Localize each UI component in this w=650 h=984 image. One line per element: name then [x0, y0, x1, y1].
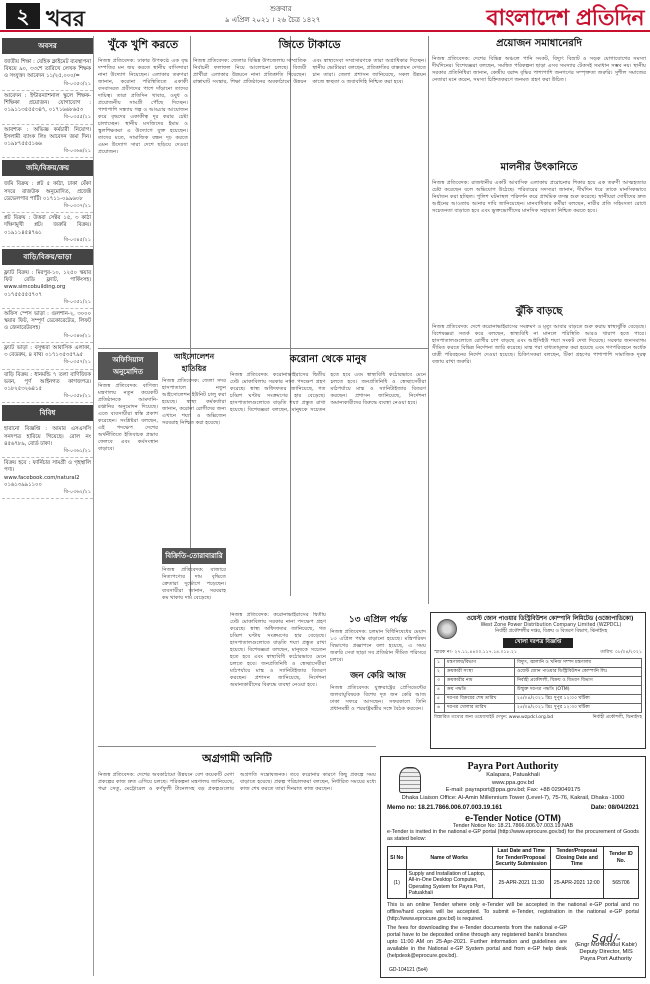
publication-day: শুক্রবার — [270, 5, 292, 13]
classified-ad-ref: বি-০৩৫১/২১ — [63, 298, 91, 305]
classified-ad-ref: বি-০৩৫৩/২১ — [63, 80, 91, 87]
classified-section-title: বিবিধ — [2, 405, 93, 421]
classified-ad-ref: বি-০৩৬২/২১ — [63, 488, 91, 495]
story-title: খুঁকে খুশি করতে — [107, 38, 179, 51]
tender-memo-line — [387, 804, 639, 811]
story-body: নিজস্ব প্রতিবেদক: রাজধানীর একটি আবাসিক এলাকায় প্ররোচনার শিকার হয়ে এক তরুণী আত্মহত্যার চেষ্টা করেছেন বলে অভিযোগ উঠেছে। পরিবারের সদস্যরা জানান, দীর্ঘদিন ধরে তাকে মানসিকভাবে নির্যাতন করা হচ্ছিল। পুলিশ ঘটনাস্থল পরিদর্শন করে প্রাথমিক তদন্ত শুরু করেছে। স্থানীয়রা দোষীদের দ্রুত আইনের আওতায় আনার দাবি জানিয়েছেন। মানবাধিকার কর্মীরা বলছেন, নারীর প্রতি সহিংসতা রোধে সচেতনতা বাড়াতে হবে এবং ভুক্তভোগীদের মানসিক সহায়তা নিশ্চিত করতে হবে। — [432, 180, 646, 214]
table-cell: ক্রয়কারী সংস্থা — [445, 668, 515, 677]
classified-ad-text: প্লট বিক্রয় : উত্তরা সেক্টর ১৫, ৩ কাঠা দক্ষিণমুখী প্লট। জরুরি বিক্রয়। ০১৯১১৪৫৪৭৬১ — [4, 215, 91, 236]
tender-date: Date: 08/04/2021 — [590, 804, 639, 811]
tender-signatory: নির্বাহী প্রকৌশলী, ঝিনাইদহ — [592, 715, 642, 720]
table-cell: ১ — [435, 659, 445, 668]
payra-port-logo-icon — [399, 767, 421, 793]
logo-text: বাংলাদেশ প্রতিদিন — [486, 5, 644, 31]
tender-notice-title: e-Tender Notice (OTM) — [465, 813, 561, 823]
classified-ad — [2, 268, 93, 309]
story-korona-cont — [230, 612, 326, 744]
story-korona — [230, 352, 426, 608]
tender-date: তারিখ: ০৮/০৪/২০২১ — [600, 650, 642, 655]
table-cell: ৫ — [435, 695, 445, 704]
classified-ad-ref: বি-০৩৬১/২১ — [63, 447, 91, 454]
story-center — [432, 36, 646, 156]
story-title: আইসোলেশন হাতিয়ির — [173, 352, 215, 373]
table-cell: 25-APR-2021 12:00 — [550, 869, 603, 898]
tender-org-name: Payra Port Authority — [467, 761, 559, 772]
column-divider — [428, 36, 429, 604]
tender-signature-block — [575, 932, 637, 963]
table-cell: নির্বাহী প্রকৌশলী, বিক্রয় ও বিতরণ বিভাগ — [515, 677, 642, 686]
table-cell: ২৫/০৪/২০২১ খ্রিঃ দুপুর ১২:০০ ঘটিকা — [515, 695, 642, 704]
table-cell: বিদ্যুৎ, জ্বালানি ও খনিজ সম্পদ মন্ত্রণালয় — [515, 659, 642, 668]
classified-ad-text: ফ্ল্যাট বিক্রয় : মিরপুর-১০, ১২৫০ স্কয়ার ফিট রেডি ফ্ল্যাট, পার্কিংসহ। www.simcobuilding.org ০১৭৫৫৫৫৫৭০৭ — [4, 270, 91, 298]
table-row — [435, 704, 642, 713]
table-cell: 565706 — [604, 869, 639, 898]
classified-ad-ref: বি-০৩৫৭/২১ — [63, 359, 91, 366]
story-jhuki — [432, 304, 646, 608]
tender-table — [434, 658, 642, 713]
story-title: অফিসিয়াল অনুমোদিত — [98, 352, 158, 380]
table-row — [435, 668, 642, 677]
table-row — [435, 677, 642, 686]
story-title: অগ্রগামী অনিটি — [202, 752, 272, 765]
tender-office: নির্বাহী প্রকৌশলীর দপ্তর, বিক্রয় ও বিতরণ বিভাগ, ঝিনাইদহ — [494, 629, 608, 634]
publication-date: ৯ এপ্রিল ২০২১ । ২৬ চৈত্র ১৪২৭ — [225, 16, 321, 24]
payra-port-tender-notice — [380, 756, 646, 978]
table-cell: মন্ত্রণালয়/বিভাগ — [445, 659, 515, 668]
wzpdcl-tender-notice — [430, 612, 646, 749]
story-april — [330, 612, 426, 664]
story-ogrogami — [98, 750, 376, 978]
story-health — [162, 352, 226, 542]
table-cell: Supply and Installation of Laptop, All-in-One Desktop Computer, Operating System for Payra Port, Patuakhali — [406, 869, 492, 898]
classified-ad-ref: বি-০৩৪৫/২১ — [63, 236, 91, 243]
story-jon-kerry — [330, 668, 426, 744]
classified-ad — [2, 91, 93, 125]
tender-footer — [434, 715, 642, 721]
classified-ad — [2, 309, 93, 343]
story-body: নিজস্ব প্রতিবেদক: বাণিজ্য মন্ত্রণালয় নতুন কয়েকটি প্রতিষ্ঠানকে আমদানি-রপ্তানির অনুমোদন দিয়েছে। এতে ব্যবসায়ীরা স্বস্তি প্রকাশ করেছেন। সংশ্লিষ্টরা বলছেন, এই পদক্ষেপ দেশের অর্থনীতিতে ইতিবাচক প্রভাব ফেলবে এবং কর্মসংস্থান বাড়াবে। — [98, 383, 158, 452]
classified-ad — [2, 57, 93, 91]
story-title: জিতে টাকাডে — [278, 38, 341, 51]
classified-section-title: বাড়ি/বিক্রয়/ভাড়া — [2, 249, 93, 265]
classified-ad — [2, 458, 93, 499]
classified-ad — [2, 213, 93, 247]
tender-website: www.ppa.gov.bd — [491, 779, 535, 786]
table-cell: দরপত্র খোলার তারিখ — [445, 704, 515, 713]
classified-ad-text: আবশ্যক : অভিজ্ঞ কর্মচারী নিয়োগ। ইসলামী ব্যাংক লিঃ আবেদন জমা দিন। ০১৯৮৭৫৫৫১৬৬ — [4, 126, 91, 148]
table-cell: (1) — [388, 869, 407, 898]
signature: Sgd/- — [591, 932, 621, 945]
table-cell: ক্রয়কারীর নাম — [445, 677, 515, 686]
table-row — [388, 869, 639, 898]
tender-heading: খোলা দরপত্র বিজ্ঞপ্তি — [503, 638, 573, 648]
classified-section-title: জমি/বিক্রয়/ক্রয় — [2, 160, 93, 176]
tender-memo: Memo no: 18.21.7866.006.07.003.19.161 — [387, 804, 503, 811]
classified-ad-text: অফিস স্পেস ভাড়া : গুলশান-২, ৩০০০ স্কয়ার ফিট, সম্পূর্ণ ডেকোরেটেড, লিফট ও জেনারেটরসহ। — [4, 311, 91, 332]
section-divider — [98, 348, 428, 349]
table-header: Name of Works — [406, 847, 492, 870]
classified-ad-ref: বি-০৩৩৭/২১ — [63, 203, 91, 210]
table-cell: ৩ — [435, 677, 445, 686]
tender-org-name-en: West Zone Power Distribution Company Limited (WZPDCL) — [480, 623, 622, 628]
classified-ad-ref: বি-০৩৪৬/২১ — [63, 332, 91, 339]
classified-ad — [2, 125, 93, 159]
table-row — [435, 659, 642, 668]
table-header: Sl No — [388, 847, 407, 870]
table-cell: দরপত্র বিক্রয়ের শেষ তারিখ — [445, 695, 515, 704]
story-malnir — [432, 160, 646, 300]
story-title: জন কেরি আজ — [350, 671, 406, 681]
story-title: প্রয়োজন সমাধানেরদি — [496, 38, 582, 49]
tender-paragraph-1: This is an online Tender where only e-Tender will be accepted in the national e-GP portal and no offline/hard copies will be accepted. To submit e-Tender, registration in the national e-GP portal (http://www.eprocure.gov.bd) is required. — [387, 901, 639, 922]
story-body: নিজস্ব প্রতিবেদক: যুক্তরাষ্ট্রের প্রেসিডেন্টের জলবায়ুবিষয়ক বিশেষ দূত জন কেরি আজ ঢাকা সফরে আসছেন। সফরকালে তিনি প্রধানমন্ত্রী ও পররাষ্ট্রমন্ত্রীর সঙ্গে বৈঠক করবেন। — [330, 685, 426, 712]
table-cell: ওয়েস্ট জোন পাওয়ার ডিস্ট্রিবিউশন কোম্পানি লিঃ — [515, 668, 642, 677]
classified-ad-ref: বি-০৩৫৫/২১ — [63, 114, 91, 121]
signatory-name: (Engr Md Sohidul Kabir) — [575, 942, 637, 948]
page-number: ২ — [6, 3, 40, 29]
story-title: মালনীর উৎকানিতে — [500, 162, 578, 173]
classified-column — [2, 36, 94, 976]
table-cell: ৬ — [435, 704, 445, 713]
story-body: নিজস্ব প্রতিবেদক: চলমান বিধিনিষেধের মেয়াদ ১৩ এপ্রিল পর্যন্ত বাড়ানো হয়েছে। মন্ত্রিপরিষদ বিভাগের প্রজ্ঞাপনে বলা হয়েছে, এ সময় জরুরি সেবা ছাড়া সব প্রতিষ্ঠান সীমিত পরিসরে চলবে। — [330, 629, 426, 663]
classified-ad-text: জাতীয় শিক্ষা : যেহিক ক্লাইমেট ব্যবস্থাপনা বিষয়ে ৯০, ৩৩শে তারিখে লেখক শিক্ষক ও সংযুক্ত। আবেদন ১১/২৫,০০০/= — [4, 59, 91, 80]
tender-intro: e-Tender is invited in the national e-GP portal (http://www.eprocure.gov.bd) for the procurement of Goods as stated below: — [387, 829, 639, 842]
signatory-org: Payra Port Authority — [580, 956, 632, 962]
story-body: নিজস্ব প্রতিবেদক: দেশের অবকাঠামো উন্নয়নে বেশ কয়েকটি মেগা প্রকল্পের কাজ দ্রুত এগিয়ে চলছে। পরিকল্পনা মন্ত্রণালয় জানিয়েছে, পদ্মা সেতু, মেট্রোরেল ও কর্ণফুলী টানেলসহ বড় প্রকল্পগুলোর অগ্রগতি সন্তোষজনক। তবে করোনার কারণে কিছু প্রকল্পে সময় বাড়াতে হয়েছে। প্রকল্প পরিচালকরা বলছেন, নির্ধারিত সময়ের মধ্যে কাজ শেষ করতে তারা দিনরাত কাজ করছেন। — [98, 772, 376, 792]
classified-ad-text: বাড়ি বিক্রয় : ধানমন্ডি ৭ তলা বাণিজ্যিক ভবন, পূর্ণ আইনগত কাগজপত্র। ০১৮২৫৩২৬৪১৫ — [4, 371, 91, 392]
table-cell: ক্রয় পদ্ধতি — [445, 686, 515, 695]
table-cell: ২ — [435, 668, 445, 677]
classified-ad-ref: বি-০৩৬৪/২১ — [63, 148, 91, 155]
story-body: নিজস্ব প্রতিবেদক: জেলা সদর হাসপাতালে নতুন আইসোলেশন ইউনিট চালু করা হয়েছে। স্বাস্থ্য কর্মকর্তারা জানান, করোনা রোগীদের জন্য এখানে শয্যা ও অক্সিজেন সরবরাহ নিশ্চিত করা হয়েছে। — [162, 378, 226, 426]
story-body: নিজস্ব প্রতিবেদক: করোনাভাইরাসের দ্বিতীয় ঢেউ মোকাবিলায় সরকার নানা পদক্ষেপ গ্রহণ করেছে। স্বাস্থ্য অধিদফতর জানিয়েছে, গত চব্বিশ ঘণ্টায় সংক্রমণের হার বেড়েছে। হাসপাতালগুলোতে বাড়তি শয্যা প্রস্তুত রাখা হয়েছে। বিশেষজ্ঞরা বলছেন, মানুষকে সচেতন হতে হবে এবং স্বাস্থ্যবিধি কঠোরভাবে মেনে চলতে হবে। জনপ্রতিনিধি ও স্বেচ্ছাসেবীরা মাঠপর্যায়ে মাস্ক ও স্যানিটাইজার বিতরণ করছেন। প্রশাসন জানিয়েছে, নির্দেশনা অমান্যকারীদের বিরুদ্ধে ব্যবস্থা নেওয়া হবে। — [230, 372, 426, 413]
classified-ad-ref: বি-০৩৫৮/২১ — [63, 393, 91, 400]
classified-ad — [2, 343, 93, 370]
table-row — [435, 695, 642, 704]
story-title: বিক্রিতি-তোরাবারারি — [162, 548, 226, 564]
table-header: Tender/Proposal Closing Date and Time — [550, 847, 603, 870]
tender-dhaka-office: Dhaka Liaison Office: Al-Amin Millennium Tower (Level-7), 75-76, Kakrail, Dhaka -1000 — [401, 794, 625, 801]
section-name: খবর — [46, 6, 85, 32]
story-title: ঝুঁকি বাড়ছে — [515, 306, 563, 317]
section-divider — [98, 746, 376, 747]
wzpdcl-emblem-icon — [437, 619, 457, 639]
classified-ad-text: হারানো বিজ্ঞপ্তি : আমার এসএসসি সনদপত্র হারিয়ে গিয়েছে। রোল নং ৪৫৬৭৮৯, বোর্ড ঢাকা। — [4, 426, 91, 447]
classified-ad — [2, 179, 93, 213]
story-body: নিজস্ব প্রতিবেদক: দেশে করোনাভাইরাসের সংক্রমণ ও মৃত্যু আবার বাড়তে শুরু করায় স্বাস্থ্যঝুঁকি বেড়েছে। বিশেষজ্ঞরা সতর্ক করে বলছেন, স্বাস্থ্যবিধি না মানলে পরিস্থিতি আরও খারাপ হতে পারে। হাসপাতালগুলোতে রোগীর চাপ বাড়ছে এবং আইসিইউ শয্যা সংকট দেখা দিয়েছে। সরকার জনসমাগম সীমিত করতে বিভিন্ন নির্দেশনা জারি করেছে। মাস্ক পরা বাধ্যতামূলক করা হয়েছে এবং গণপরিবহনে অর্ধেক যাত্রী পরিবহনের নির্দেশ দেওয়া হয়েছে। চিকিৎসকরা বলছেন, টিকা গ্রহণের পাশাপাশি সামাজিক দূরত্ব বজায় রাখা জরুরি। — [432, 324, 646, 365]
tender-email: E-mail: payraport@ppa.gov.bd; Fax: +88 029049175 — [445, 787, 581, 793]
table-cell: উন্মুক্ত দরপত্র পদ্ধতি (OTM) — [515, 686, 642, 695]
story-title: করোনা থেকে মানুষ — [289, 354, 367, 365]
table-header: Tender ID No. — [604, 847, 639, 870]
tender-place: Kalapara, Patuakhali — [486, 772, 540, 778]
table-row — [435, 686, 642, 695]
table-cell: 25-APR-2021 11:30 — [492, 869, 550, 898]
tender-meta — [434, 650, 642, 656]
story-jila — [193, 36, 426, 346]
story-ajab — [98, 36, 188, 346]
story-body: নিজস্ব প্রতিবেদক: দেশের বিভিন্ন অঞ্চলে পানি সংকট, বিদ্যুৎ বিভ্রাট ও সড়ক যোগাযোগের সমস্যা দীর্ঘদিনের। বিশেষজ্ঞরা বলছেন, সমন্বিত পরিকল্পনা ছাড়া এসব সমস্যার টেকসই সমাধান সম্ভব নয়। স্থানীয় সরকার প্রতিনিধিরা জানান, কেন্দ্রীয় বরাদ্দ বৃদ্ধির পাশাপাশি জনগণের সম্পৃক্ততা জরুরি। সুশীল সমাজের নেতারা মনে করেন, সমস্যা চিহ্নিতকরণে জনমত গ্রহণ করা উচিত। — [432, 56, 646, 83]
tender-notice-number: Tender Notice No: 18.21.7866.006.07.003.19.NAB — [452, 823, 574, 829]
tender-org-name: ওয়েস্ট জোন পাওয়ার ডিস্ট্রিবিউশন কোম্পানি লিমিটেড (ওজোপাডিকো) — [466, 616, 634, 622]
story-business — [98, 352, 158, 542]
classified-ad — [2, 424, 93, 458]
classified-ad-text: জমি বিক্রয় : প্লট ৫ কাঠা, ঢাকা বেঁকা সদরে রাজউক অনুমোদিত, প্রজেক্ট ডেভেলপার পার্টি। ০১৭১১-০৯৯৬০৮ — [4, 181, 91, 202]
table-header: Last Date and Time for Tender/Proposal Security Submission — [492, 847, 550, 870]
classified-section-title: অবসর — [2, 38, 93, 54]
story-body: নিজস্ব প্রতিবেদক: করোনাভাইরাসের দ্বিতীয় ঢেউ মোকাবিলায় সরকার নানা পদক্ষেপ গ্রহণ করেছে। স্বাস্থ্য অধিদফতর জানিয়েছে, গত চব্বিশ ঘণ্টায় সংক্রমণের হার বেড়েছে। হাসপাতালগুলোতে বাড়তি শয্যা প্রস্তুত রাখা হয়েছে। বিশেষজ্ঞরা বলছেন, মানুষকে সচেতন হতে হবে এবং স্বাস্থ্যবিধি কঠোরভাবে মেনে চলতে হবে। জনপ্রতিনিধি ও স্বেচ্ছাসেবীরা মাঠপর্যায়ে মাস্ক ও স্যানিটাইজার বিতরণ করছেন। প্রশাসন জানিয়েছে, নির্দেশনা অমান্যকারীদের বিরুদ্ধে ব্যবস্থা নেওয়া হবে। — [230, 612, 326, 688]
tender-memo: স্মারক নং- ২৭.১১.৪৪০০.১১৭.১৪.০১৮.২১ — [434, 650, 517, 655]
table-cell: ২৫/০৪/২০২১ খ্রিঃ দুপুর ১২:৩০ ঘটিকা — [515, 704, 642, 713]
classified-ad — [2, 370, 93, 404]
newspaper-logo — [486, 1, 644, 38]
story-body: নিজস্ব প্রতিবেদক: বাজারে নিত্যপণ্যের দাম বৃদ্ধিতে ক্রেতারা দুর্ভোগে পড়েছেন। ব্যবসায়ীরা জানান, সরবরাহ কম থাকায় দাম বেড়েছে। — [162, 567, 226, 601]
story-title: ১৩ এপ্রিল পর্যন্ত — [348, 615, 408, 625]
tender-paragraph-2: The fees for downloading the e-Tender documents from the national e-GP portal have to be deposited online through any registered bank's branches upto 11:00 AM on 25-Apr-2021. Further information and guidelines are available in the National e-GP System portal and from e-GP help desk (helpdesk@eprocure.gov.bd). — [387, 924, 567, 959]
story-bikri — [162, 548, 226, 744]
gd-code: GD-104121 (5x4) — [389, 967, 428, 973]
tender-table — [387, 846, 639, 899]
classified-ad-text: আবেদন : ইন্টারন্যাশনাল স্কুলে শিক্ষক-শিক্ষিকা প্রয়োজন। যোগাযোগ : ০১৯১১৩৫৫৫৩৪৭, ০১৭১৬৬৮৬৫৩ — [4, 92, 91, 114]
signatory-title: Deputy Director, MIS — [579, 949, 633, 955]
tender-footer-text: বিস্তারিত তথ্যের জন্য ওয়েবসাইট দেখুন: www.wzpdcl.org.bd — [434, 715, 554, 720]
story-body: নিজস্ব প্রতিবেদক: ঢাকার উপকণ্ঠে এক বৃদ্ধ দম্পতির মন জয় করতে স্থানীয় বাসিন্দারা নানা উদ্যোগ নিয়েছেন। এলাকার তরুণরা জানান, করোনা পরিস্থিতিতে একাকী বসবাসরত প্রবীণদের পাশে দাঁড়ানো তাদের দায়িত্ব। তারা প্রতিদিন খাবার, ওষুধ ও প্রয়োজনীয় সামগ্রী পৌঁছে দিচ্ছেন। পাশাপাশি সন্ধ্যায় গল্প ও আড্ডার আয়োজন করে বৃদ্ধদের একাকীত্ব দূর করার চেষ্টা চালাচ্ছেন। স্থানীয় মসজিদের ইমাম ও স্কুলশিক্ষকরা এ উদ্যোগে যুক্ত হয়েছেন। তাদের মতে, সামাজিক বন্ধন দৃঢ় করতে এমন উদ্যোগ সারা দেশে ছড়িয়ে দেওয়া প্রয়োজন। — [98, 58, 188, 155]
classified-ad-text: বিক্রয় হবে : ফার্নিচার সামগ্রী ও গৃহস্থালি পণ্য। www.facebook.com/natural2 ০১৬১৩৯৯১১০০ — [4, 460, 91, 488]
masthead — [0, 0, 650, 32]
table-cell: ৪ — [435, 686, 445, 695]
classified-ad-text: ফ্ল্যাট ভাড়া : বসুন্ধরা আবাসিক এলাকা, ৩ বেডরুম, ৪ বাথ। ০১৭১৩৫৩৫৭৯৫ — [4, 344, 91, 359]
story-body: নিজস্ব প্রতিবেদক: জেলার বিভিন্ন উপজেলায় সাম্প্রতিক নির্বাচনী ফলাফল নিয়ে আলোচনা চলছে। বিজয়ী প্রার্থীরা এলাকার উন্নয়নে নানা প্রতিশ্রুতি দিয়েছেন। রাস্তাঘাট সংস্কার, শিক্ষা প্রতিষ্ঠানের অবকাঠামো উন্নয়ন এবং স্বাস্থ্যসেবা সম্প্রসারণকে তারা অগ্রাধিকার দিচ্ছেন। স্থানীয় ভোটাররা বলছেন, প্রতিশ্রুতির বাস্তবায়ন দেখতে চান তারা। জেলা প্রশাসন জানিয়েছে, সকল উন্নয়ন কাজে স্বচ্ছতা ও জবাবদিহি নিশ্চিত করা হবে। — [193, 58, 426, 85]
